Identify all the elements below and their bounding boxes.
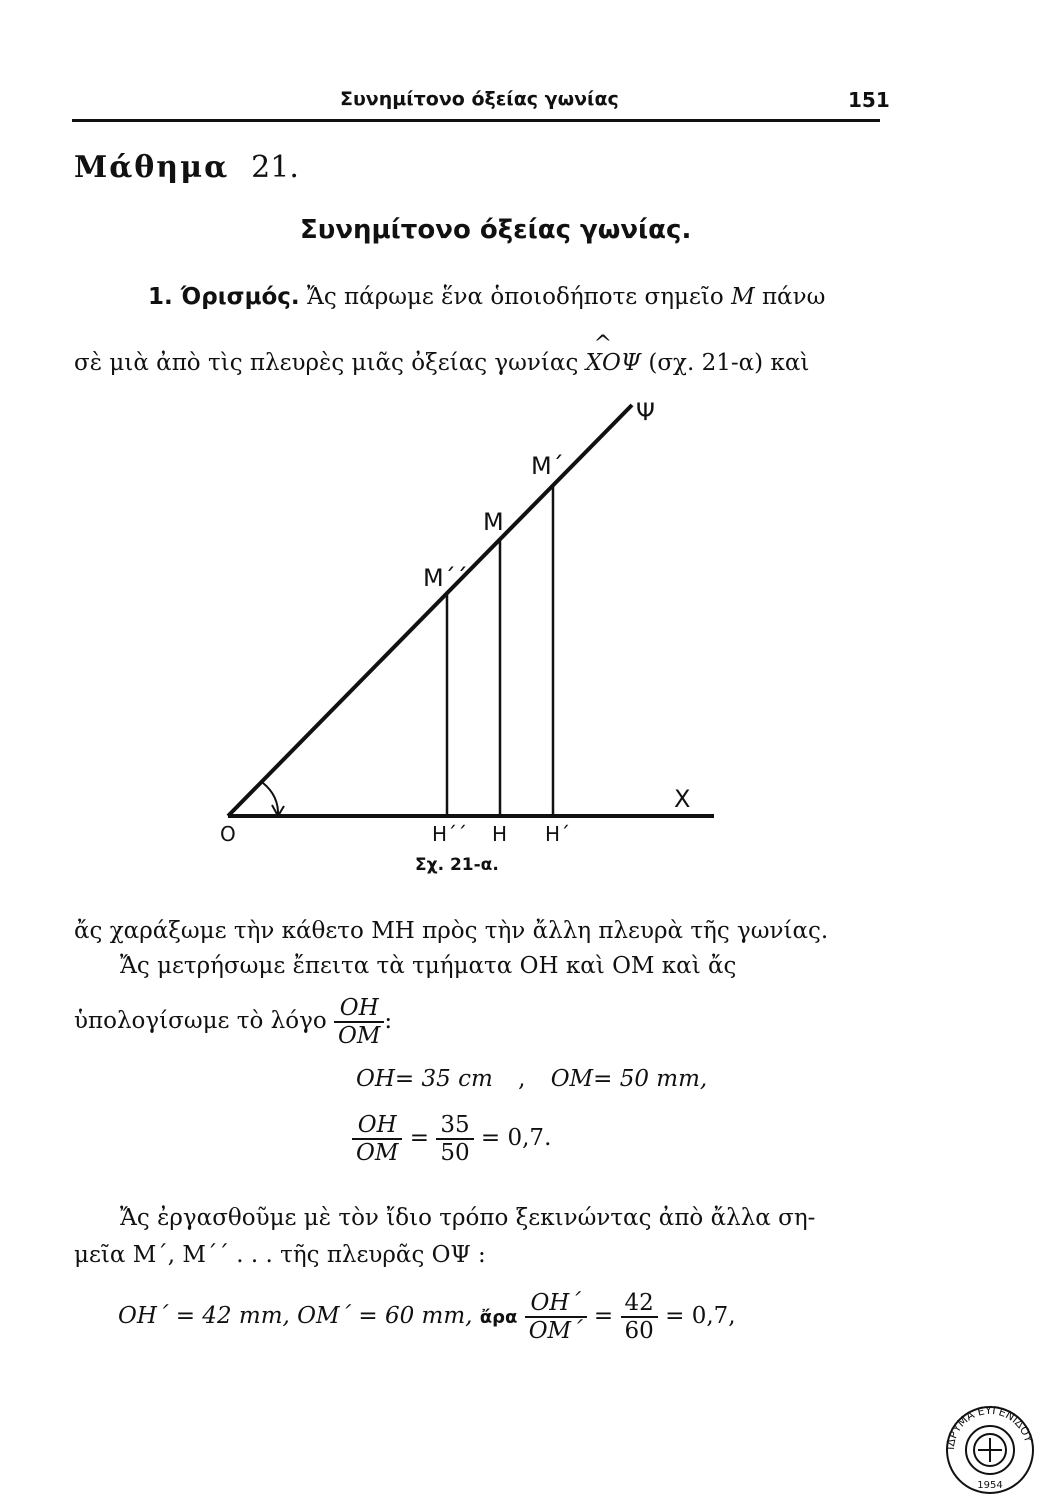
measure-separator: ,: [518, 1066, 526, 1092]
label-o: O: [220, 822, 236, 846]
svg-text:ΙΔΡΥΜΑ ΕΥΓΕΝΙΔΟΥ: ΙΔΡΥΜΑ ΕΥΓΕΝΙΔΟΥ: [944, 1404, 1036, 1451]
measure-om: OM= 50 mm,: [550, 1066, 708, 1092]
label-m: M: [483, 508, 504, 536]
final-num-2: 42: [624, 1290, 654, 1316]
point-m: M: [731, 284, 755, 310]
figure-caption: Σχ. 21-α.: [415, 855, 499, 875]
angle-hat-icon: ^: [593, 332, 613, 357]
body-line-3: ἄς χαράξωμε τὴν κάθετο ΜΗ πρὸς τὴν ἄλλη πλευρὰ τῆς γωνίας.: [74, 918, 829, 944]
label-x: X: [674, 785, 691, 813]
final-result: = 0,7,: [665, 1303, 736, 1329]
measure-oh: OH= 35 cm: [356, 1066, 493, 1092]
running-header-title: Συνημίτονο όξείας γωνίας: [340, 88, 619, 110]
final-frac-1: [525, 1290, 587, 1344]
ray-opsi: [228, 405, 632, 816]
label-psi: Ψ: [636, 398, 655, 426]
ratio-oh-om: [334, 995, 384, 1049]
final-den-2: 60: [621, 1316, 658, 1344]
body-line-6: Ἄς ἐργασθοῦμε μὲ τὸν ἴδιο τρόπο ξεκινώντας ἀπὸ ἄλλα ση-: [120, 1205, 816, 1231]
label-m-dprime: M΄΄: [423, 564, 468, 592]
measure-line: [356, 1066, 707, 1092]
ratio-equation: [352, 1112, 551, 1166]
final-equation: [118, 1290, 736, 1344]
final-oh: OH΄ = 42 mm,: [118, 1303, 290, 1329]
label-h-prime: H΄: [545, 822, 571, 846]
eq-frac-2: [436, 1112, 473, 1166]
svg-text:1954: 1954: [977, 1480, 1003, 1491]
section-title: Συνημίτονο όξείας γωνίας.: [300, 215, 692, 245]
eq-frac-1: [352, 1112, 402, 1166]
definition-text-1: Ἄς πάρωμε ἕνα ὁποιοδήποτε σημεῖο: [306, 284, 724, 310]
final-frac-2: [621, 1290, 658, 1344]
definition-text-2: σὲ μιὰ ἀπὸ τὶς πλευρὲς μιᾶς ὀξείας γωνίας: [74, 350, 579, 376]
body-line-4: Ἄς μετρήσωμε ἔπειτα τὰ τμήματα ΟΗ καὶ ΟΜ καὶ ἄς: [120, 953, 737, 979]
label-h-dprime: H΄΄: [432, 822, 468, 846]
lesson-label: Μάθημα: [74, 150, 230, 185]
label-m-prime: M΄: [531, 452, 564, 480]
eq-equals: =: [409, 1125, 429, 1151]
label-h: H: [492, 822, 508, 846]
ratio-colon: :: [384, 1008, 393, 1034]
page-number: 151: [848, 88, 890, 112]
eq-num-2: 35: [440, 1112, 470, 1138]
angle-notation: ^ ΧΟΨ: [585, 332, 642, 376]
definition-text-2-end: (σχ. 21-α) καὶ: [648, 350, 810, 376]
ratio-numerator: OH: [339, 995, 379, 1021]
final-equals: =: [593, 1303, 614, 1329]
body-line-7: μεῖα M΄, M΄΄ . . . τῆς πλευρᾶς ΟΨ :: [74, 1242, 486, 1268]
lesson-number: 21.: [251, 150, 299, 185]
final-om: OM΄ = 60 mm,: [297, 1303, 473, 1329]
final-ara: ἄρα: [479, 1307, 518, 1328]
body-line-5: [74, 995, 392, 1049]
eq-num-1: OH: [357, 1112, 397, 1138]
eq-den-2: 50: [436, 1138, 473, 1166]
final-num-1: OH΄: [530, 1290, 581, 1316]
eq-den-1: OM: [352, 1138, 402, 1166]
eq-result: = 0,7.: [480, 1125, 552, 1151]
definition-text-1-end: πάνω: [761, 284, 826, 310]
ratio-denominator: OM: [334, 1021, 384, 1049]
ratio-intro: ὑπολογίσωμε τὸ λόγο: [74, 1008, 327, 1034]
definition-heading: 1. Όρισμός.: [148, 284, 300, 310]
final-den-1: OM΄: [525, 1316, 587, 1344]
foundation-seal-icon: [944, 1404, 1036, 1496]
